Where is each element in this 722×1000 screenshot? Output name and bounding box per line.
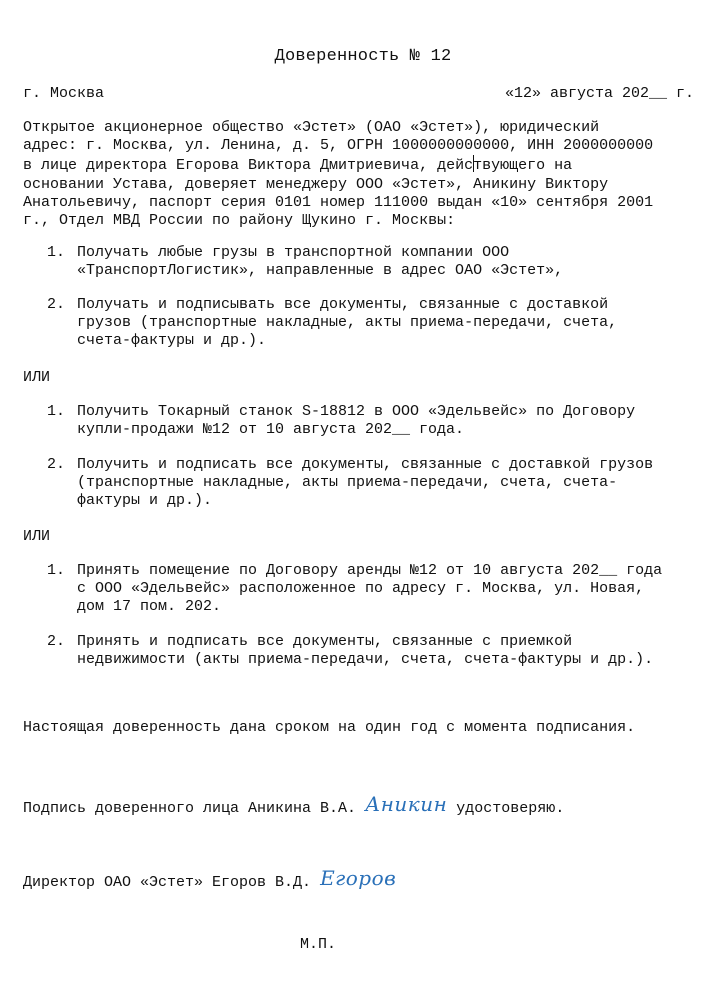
or-separator: ИЛИ: [23, 369, 51, 386]
list-item-line: (транспортные накладные, акты приема-передачи, счета, счета-: [77, 474, 618, 492]
document-city: г. Москва: [23, 85, 105, 102]
list-item-line: Получать и подписывать все документы, связанные с доставкой: [77, 296, 609, 313]
intro-line: Открытое акционерное общество «Эстет» (ОАО «Эстет»), юридический: [23, 119, 600, 136]
intro-line: [23, 155, 703, 175]
trustee-signature-prefix: Подпись доверенного лица Аникина В.А.: [23, 800, 357, 817]
list-item-line: Получить Токарный станок S-18812 в ООО «Эдельвейс» по Договору: [77, 403, 636, 420]
document-date: «12» августа 202__ г.: [504, 85, 694, 102]
list-item-line: купли-продажи №12 от 10 августа 202__ года.: [77, 421, 465, 439]
list-item-number: 1.: [47, 244, 66, 261]
intro-paragraph: [23, 119, 703, 230]
intro-line: основании Устава, доверяет менеджеру ООО «Эстет», Аникину Виктору: [23, 175, 609, 193]
document-title: Доверенность № 12: [274, 47, 452, 66]
list-item-line: фактуры и др.).: [77, 492, 213, 510]
list-item-line: счета-фактуры и др.).: [77, 332, 267, 350]
trustee-signature-line: [23, 792, 564, 817]
trustee-handwritten-signature: Аникин: [365, 792, 448, 816]
intro-line-part: твующего на: [473, 157, 573, 175]
list-item-number: 2.: [47, 296, 66, 313]
list-item-number: 1.: [47, 562, 66, 579]
director-signature-line: [23, 866, 396, 891]
trustee-signature-suffix: удостоверяю.: [456, 800, 565, 817]
list-item-line: Принять помещение по Договору аренды №12 от 10 августа 202__ года: [77, 562, 663, 579]
director-handwritten-signature: Егоров: [320, 866, 397, 890]
intro-line: адрес: г. Москва, ул. Ленина, д. 5, ОГРН 1000000000000, ИНН 2000000000: [23, 137, 654, 155]
list-item-line: Получать любые грузы в транспортной компании ООО: [77, 244, 510, 261]
validity-statement: Настоящая доверенность дана сроком на один год с момента подписания.: [23, 719, 636, 736]
or-separator: ИЛИ: [23, 528, 51, 545]
director-signature-prefix: Директор ОАО «Эстет» Егоров В.Д.: [23, 874, 312, 891]
stamp-placeholder: М.П.: [300, 936, 337, 953]
list-item-line: Принять и подписать все документы, связанные с приемкой: [77, 633, 573, 650]
list-item-line: Получить и подписать все документы, связанные с доставкой грузов: [77, 456, 654, 473]
list-item-number: 2.: [47, 456, 66, 473]
list-item-line: «ТранспортЛогистик», направленные в адрес ОАО «Эстет»,: [77, 262, 564, 280]
list-item-line: дом 17 пом. 202.: [77, 598, 222, 616]
list-item-line: недвижимости (акты приема-передачи, счета, счета-фактуры и др.).: [77, 651, 654, 669]
list-item-line: грузов (транспортные накладные, акты приема-передачи, счета,: [77, 314, 618, 332]
list-item-line: с ООО «Эдельвейс» расположенное по адресу г. Москва, ул. Новая,: [77, 580, 645, 598]
list-item-number: 2.: [47, 633, 66, 650]
intro-line: Анатольевичу, паспорт серия 0101 номер 111000 выдан «10» сентября 2001: [23, 193, 654, 211]
list-item-number: 1.: [47, 403, 66, 420]
intro-line-part: в лице директора Егорова Виктора Дмитриевича, дейс: [23, 157, 474, 175]
intro-line: г., Отдел МВД России по району Щукино г. Москвы:: [23, 212, 456, 230]
